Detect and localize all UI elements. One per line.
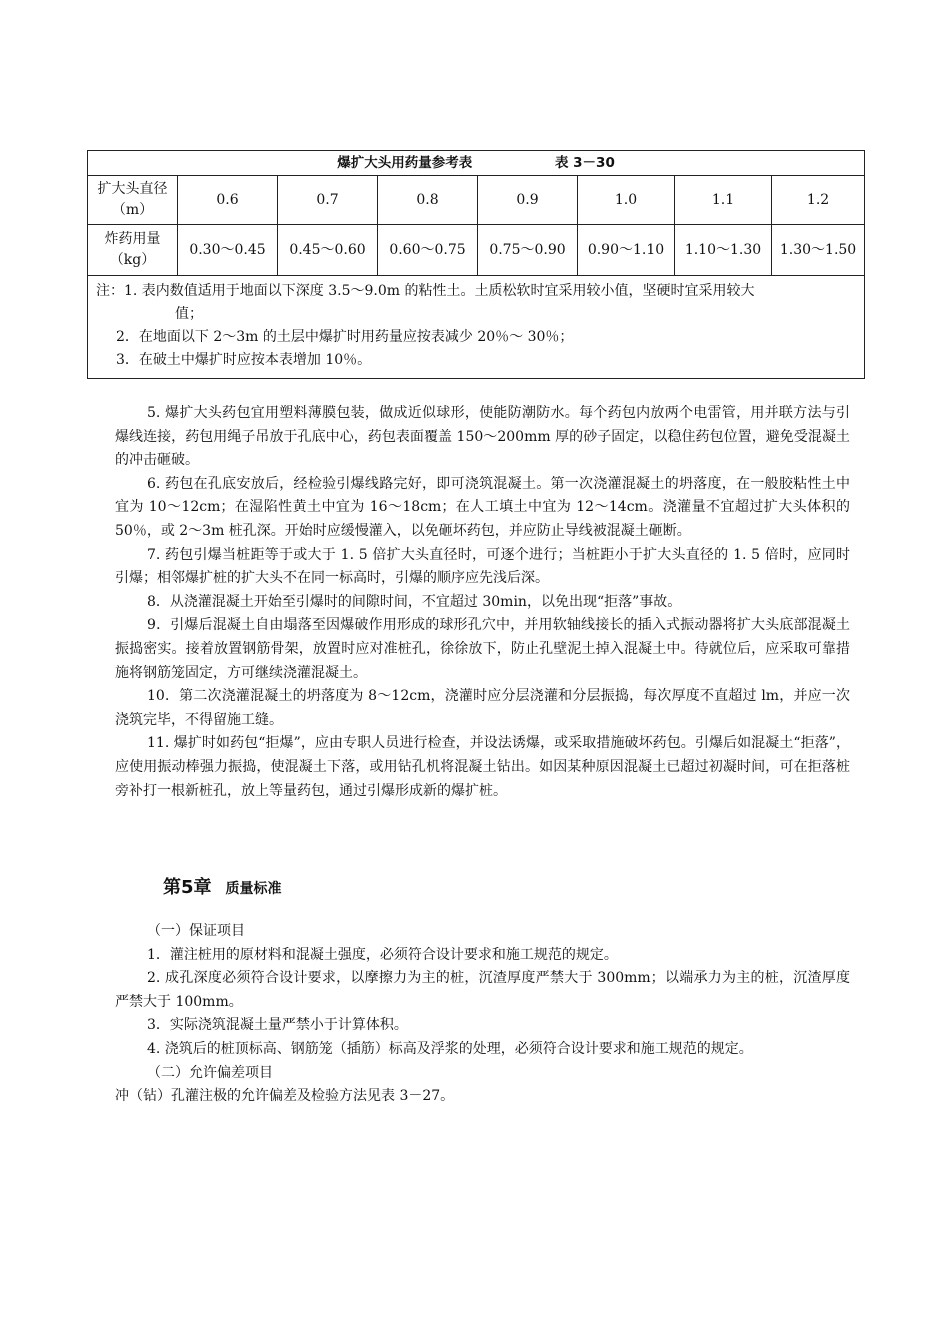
note-3: 3．在破土中爆扩时应按本表增加 10％。 [116,352,372,368]
table-notes [88,276,865,379]
table-cell: 0.75～0.90 [478,225,578,276]
table-cell: 0.60～0.75 [378,225,478,276]
table-cell: 0.45～0.60 [278,225,378,276]
quality-standard-section [115,920,850,1109]
table-cell: 0.90～1.10 [578,225,675,276]
dosage-reference-table [87,150,865,379]
list-item: 1．灌注桩用的原材料和混凝土强度，必须符合设计要求和施工规范的规定。 [147,946,618,963]
section-heading: （二）允许偏差项目 [147,1064,273,1081]
table-cell: 1.1 [675,176,772,225]
paragraph: 11. 爆扩时如药包“拒爆”，应由专职人员进行检查，并设法诱爆，或采取措施破坏药包。引爆后如混凝土“拒落”，应使用振动棒强力振捣，使混凝土下落，或用钻孔机将混凝土钻出。如因某种原因混凝土已超过初凝时间，可在拒落桩旁补打一根新桩孔，放上等量药包，通过引爆形成新的爆扩桩。 [115,735,850,799]
paragraph: 9．引爆后混凝土自由塌落至因爆破作用形成的球形孔穴中，并用软轴线接长的插入式振动器将扩大头底部混凝土振捣密实。接着放置钢筋骨架，放置时应对准桩孔，徐徐放下，防止孔壁泥土掉入混凝土中。待就位后，应采取可靠措施将钢筋笼固定，方可继续浇灌混凝土。 [115,617,850,681]
row-header-explosive: 炸药用量（kg） [88,225,178,276]
note-1-cont: 值； [175,306,203,322]
paragraph: 7. 药包引爆当桩距等于或大于 1. 5 倍扩大头直径时，可逐个进行；当桩距小于扩大头直径的 1. 5 倍时，应同时引爆；相邻爆扩桩的扩大头不在同一标高时，引爆的顺序应先浅后深。 [115,546,850,587]
table-row-explosive [88,225,865,276]
table-cell: 0.30～0.45 [178,225,278,276]
paragraph: 8．从浇灌混凝土开始至引爆时的间隙时间，不宜超过 30min，以免出现“拒落”事故。 [147,593,682,610]
note-2: 2．在地面以下 2～3m 的土层中爆扩时用药量应按表减少 20％～ 30％； [116,329,574,345]
table-cell: 1.10～1.30 [675,225,772,276]
table-title: 爆扩大头用药量参考表 [337,154,473,171]
table-cell: 0.9 [478,176,578,225]
note-1: 注：1. 表内数值适用于地面以下深度 3.5～9.0m 的粘性土。土质松软时宜采用较小值，坚硬时宜采用较大 [96,283,755,299]
table-cell: 0.6 [178,176,278,225]
table-caption [88,151,865,176]
closing-line: 冲（钻）孔灌注极的允许偏差及检验方法见表 3－27。 [115,1088,455,1105]
table-number: 表 3－30 [554,154,615,171]
paragraph: 6. 药包在孔底安放后，经检验引爆线路完好，即可浇筑混凝土。第一次浇灌混凝土的坍落度，在一般胶粘性土中宜为 10～12cm；在湿陷性黄土中宜为 16～18cm；在人工填土中宜为 12～14cm。浇灌量不宜超过扩大头体积的 50％，或 2～3m 桩孔深。开始时应缓慢灌入，以免砸坏药包，并应防止导线被混凝土砸断。 [115,475,850,539]
table-row-diameter [88,176,865,225]
list-item: 2. 成孔深度必须符合设计要求，以摩擦力为主的桩，沉渣厚度严禁大于 300mm；以端承力为主的桩，沉渣厚度严禁大于 100mm。 [115,970,850,1010]
chapter-title: 质量标准 [225,881,282,897]
table-cell: 1.2 [772,176,865,225]
paragraph: 5. 爆扩大头药包宜用塑料薄膜包装，做成近似球形，使能防潮防水。每个药包内放两个电雷管，用并联方法与引爆线连接，药包用绳子吊放于孔底中心，药包表面覆盖 150～200mm 厚的砂子固定，以稳住药包位置，避免受混凝土的冲击砸破。 [115,405,850,469]
table-cell: 1.0 [578,176,675,225]
chapter-heading [163,873,282,899]
section-heading: （一）保证项目 [147,923,245,939]
table-cell: 1.30～1.50 [772,225,865,276]
list-item: 3．实际浇筑混凝土量严禁小于计算体积。 [147,1017,408,1034]
body-paragraphs [115,402,850,803]
chapter-number: 第5章 [163,877,212,898]
table-cell: 0.8 [378,176,478,225]
paragraph: 10．第二次浇灌混凝土的坍落度为 8～12cm，浇灌时应分层浇灌和分层振捣，每次厚度不直超过 lm，并应一次浇筑完毕，不得留施工缝。 [115,688,850,728]
row-header-diameter: 扩大头直径（m） [88,176,178,225]
table-cell: 0.7 [278,176,378,225]
list-item: 4. 浇筑后的桩顶标高、钢筋笼（插筋）标高及浮浆的处理，必须符合设计要求和施工规范的规定。 [147,1040,753,1057]
